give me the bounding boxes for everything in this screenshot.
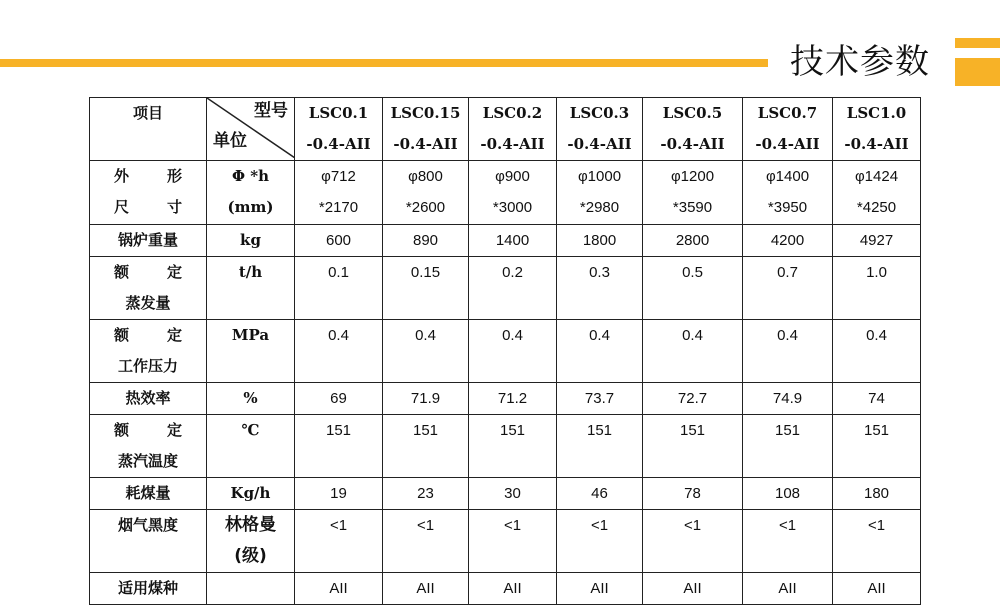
value-line: 74.9 <box>772 390 803 407</box>
value-cell <box>469 478 557 510</box>
row-unit-line: kg <box>240 231 261 249</box>
row-label-line: 蒸汽温度 <box>117 452 178 470</box>
value-line: <1 <box>503 517 522 534</box>
row-unit-cell <box>207 573 295 605</box>
model-header-line: LSC0.2 <box>482 104 543 122</box>
value-line: AII <box>867 580 886 597</box>
row-unit-line: (mm) <box>227 198 274 216</box>
value-cell <box>383 478 469 510</box>
row-label-line <box>90 415 206 446</box>
value-line: 1.0 <box>866 264 887 281</box>
value-cell <box>469 257 557 320</box>
value-line: *3590 <box>672 199 713 216</box>
value-cell <box>643 510 743 573</box>
value-line: AII <box>590 580 609 597</box>
model-header-line: -0.4-AII <box>755 135 820 153</box>
value-line: 72.7 <box>677 390 708 407</box>
row-label-cell <box>90 225 207 257</box>
value-cell <box>557 161 643 225</box>
value-cell <box>743 161 833 225</box>
value-cell <box>469 320 557 383</box>
row-unit-line: MPa <box>231 326 270 344</box>
value-line: 2800 <box>675 232 710 249</box>
value-line: 69 <box>330 390 347 407</box>
row-unit-line: t/h <box>238 263 263 281</box>
value-line: 0.1 <box>328 264 349 281</box>
value-cell <box>295 225 383 257</box>
model-header-line: -0.4-AII <box>567 135 632 153</box>
value-line: *2980 <box>579 199 620 216</box>
value-line: 151 <box>499 422 526 439</box>
model-header-line: LSC0.5 <box>662 104 723 122</box>
table-row <box>90 510 921 573</box>
row-unit-cell <box>207 478 295 510</box>
value-line: *3000 <box>492 199 533 216</box>
value-cell <box>295 510 383 573</box>
value-cell <box>833 415 921 478</box>
value-cell <box>643 225 743 257</box>
value-line: 0.3 <box>589 264 610 281</box>
value-cell <box>743 257 833 320</box>
model-header-line: -0.4-AII <box>306 135 371 153</box>
label-char: 额 <box>114 326 130 344</box>
value-line: 151 <box>325 422 352 439</box>
value-cell <box>469 415 557 478</box>
row-unit-line: Kg/h <box>230 484 271 502</box>
header-stripe-left <box>0 59 768 67</box>
value-cell <box>295 573 383 605</box>
model-header-cell <box>383 98 469 161</box>
value-line: 890 <box>412 232 439 249</box>
model-header-line: LSC0.15 <box>390 104 461 122</box>
value-line: 74 <box>868 390 885 407</box>
value-cell <box>469 383 557 415</box>
label-char: 定 <box>166 326 182 344</box>
value-cell <box>383 415 469 478</box>
value-line: 0.2 <box>502 264 523 281</box>
model-header-cell <box>643 98 743 161</box>
value-line: *2170 <box>318 199 359 216</box>
row-unit-line: Φ *h <box>231 167 270 185</box>
label-char: 定 <box>166 263 182 281</box>
value-line: 46 <box>591 485 608 502</box>
value-line: 151 <box>863 422 890 439</box>
row-label-line: 锅炉重量 <box>117 231 178 249</box>
model-header-line: LSC0.3 <box>569 104 630 122</box>
model-header-line: LSC1.0 <box>846 104 907 122</box>
model-header-line: LSC0.7 <box>757 104 818 122</box>
value-line: <1 <box>867 517 886 534</box>
value-line: 73.7 <box>584 390 615 407</box>
value-line: φ1400 <box>765 168 810 185</box>
label-char: 外 <box>114 167 130 185</box>
value-line: 0.4 <box>328 327 349 344</box>
header-accent-block-bottom <box>955 58 1000 86</box>
row-label-cell <box>90 257 207 320</box>
value-cell <box>469 510 557 573</box>
model-header-cell <box>557 98 643 161</box>
value-line: 4200 <box>770 232 805 249</box>
row-label-cell <box>90 510 207 573</box>
value-cell <box>469 161 557 225</box>
value-cell <box>643 383 743 415</box>
value-cell <box>295 415 383 478</box>
value-cell <box>383 573 469 605</box>
value-line: 0.5 <box>682 264 703 281</box>
value-line: 0.4 <box>415 327 436 344</box>
value-line: 71.9 <box>410 390 441 407</box>
value-line: <1 <box>590 517 609 534</box>
label-char: 定 <box>166 421 182 439</box>
header-accent-block-top <box>955 38 1000 48</box>
value-cell <box>295 257 383 320</box>
row-label-line: 工作压力 <box>117 357 178 375</box>
row-label-line <box>90 320 206 351</box>
value-cell <box>833 161 921 225</box>
value-line: AII <box>683 580 702 597</box>
value-line: 23 <box>417 485 434 502</box>
value-cell <box>833 257 921 320</box>
table-row <box>90 320 921 383</box>
value-line: φ1200 <box>670 168 715 185</box>
value-cell <box>743 225 833 257</box>
row-label-cell <box>90 573 207 605</box>
row-label-line <box>90 161 206 192</box>
value-cell <box>833 225 921 257</box>
value-line: 19 <box>330 485 347 502</box>
value-cell <box>833 573 921 605</box>
value-cell <box>557 257 643 320</box>
value-cell <box>743 573 833 605</box>
value-line: 0.7 <box>777 264 798 281</box>
row-unit-cell <box>207 225 295 257</box>
value-line: 108 <box>774 485 801 502</box>
table-row <box>90 478 921 510</box>
value-cell <box>643 415 743 478</box>
row-unit-line: 林格曼 <box>225 515 276 535</box>
model-header-line: -0.4-AII <box>844 135 909 153</box>
value-cell <box>833 510 921 573</box>
value-cell <box>643 161 743 225</box>
value-cell <box>469 573 557 605</box>
row-label-line <box>90 192 206 223</box>
unit-header-label: 单位 <box>213 131 247 151</box>
value-cell <box>295 320 383 383</box>
value-line: φ900 <box>495 168 530 185</box>
value-cell <box>383 225 469 257</box>
label-char: 寸 <box>166 198 182 216</box>
value-line: φ800 <box>408 168 443 185</box>
table-header-row <box>90 98 921 161</box>
table-row <box>90 161 921 225</box>
model-header-line: -0.4-AII <box>480 135 545 153</box>
value-cell <box>557 383 643 415</box>
value-cell <box>383 383 469 415</box>
value-cell <box>643 573 743 605</box>
row-unit-line: (级) <box>234 546 267 566</box>
value-cell <box>743 478 833 510</box>
table-row <box>90 257 921 320</box>
value-line: AII <box>416 580 435 597</box>
value-cell <box>643 320 743 383</box>
row-unit-cell <box>207 161 295 225</box>
value-line: 151 <box>774 422 801 439</box>
model-header-cell <box>833 98 921 161</box>
value-cell <box>833 478 921 510</box>
item-header-cell: 项目 <box>90 98 207 161</box>
value-line: 0.4 <box>502 327 523 344</box>
row-unit-cell <box>207 320 295 383</box>
row-label-cell <box>90 320 207 383</box>
value-line: 1400 <box>495 232 530 249</box>
value-cell <box>557 415 643 478</box>
model-header-cell <box>295 98 383 161</box>
value-line: <1 <box>329 517 348 534</box>
row-unit-cell <box>207 510 295 573</box>
value-cell <box>743 383 833 415</box>
value-cell <box>383 257 469 320</box>
model-header-line: -0.4-AII <box>393 135 458 153</box>
value-cell <box>383 510 469 573</box>
value-cell <box>833 320 921 383</box>
value-line: AII <box>503 580 522 597</box>
value-line: 0.4 <box>866 327 887 344</box>
value-line: 0.4 <box>682 327 703 344</box>
value-line: 0.4 <box>589 327 610 344</box>
row-label-cell <box>90 478 207 510</box>
row-label-line: 耗煤量 <box>125 484 171 502</box>
value-line: *4250 <box>856 199 897 216</box>
row-label-line <box>90 257 206 288</box>
row-unit-cell <box>207 415 295 478</box>
value-line: *2600 <box>405 199 446 216</box>
model-unit-diagonal-cell <box>207 98 295 161</box>
value-line: 151 <box>412 422 439 439</box>
model-header-line: -0.4-AII <box>660 135 725 153</box>
value-cell <box>295 478 383 510</box>
table-row <box>90 415 921 478</box>
row-unit-cell <box>207 383 295 415</box>
value-line: 151 <box>586 422 613 439</box>
table-row <box>90 225 921 257</box>
technical-parameters-table <box>89 97 921 605</box>
value-cell <box>833 383 921 415</box>
label-char: 额 <box>114 421 130 439</box>
label-char: 尺 <box>114 198 130 216</box>
row-label-line: 蒸发量 <box>125 294 171 312</box>
value-line: AII <box>329 580 348 597</box>
value-cell <box>643 257 743 320</box>
row-unit-cell <box>207 257 295 320</box>
page-title: 技术参数 <box>790 42 930 82</box>
value-cell <box>383 161 469 225</box>
row-label-line: 烟气黑度 <box>117 516 178 534</box>
table-row <box>90 383 921 415</box>
value-line: <1 <box>416 517 435 534</box>
value-line: φ1000 <box>577 168 622 185</box>
value-line: 78 <box>684 485 701 502</box>
value-line: 180 <box>863 485 890 502</box>
row-unit-line: ℃ <box>241 421 260 439</box>
value-line: 4927 <box>859 232 894 249</box>
value-cell <box>557 478 643 510</box>
row-unit-line: % <box>243 389 258 407</box>
model-header-cell <box>469 98 557 161</box>
value-cell <box>557 320 643 383</box>
value-line: 30 <box>504 485 521 502</box>
value-line: *3950 <box>767 199 808 216</box>
value-line: <1 <box>778 517 797 534</box>
value-cell <box>295 161 383 225</box>
value-line: 600 <box>325 232 352 249</box>
model-header-cell <box>743 98 833 161</box>
model-header-line: LSC0.1 <box>308 104 369 122</box>
row-label-cell <box>90 161 207 225</box>
label-char: 额 <box>114 263 130 281</box>
value-line: AII <box>778 580 797 597</box>
value-line: φ1424 <box>854 168 899 185</box>
value-line: <1 <box>683 517 702 534</box>
value-cell <box>743 415 833 478</box>
label-char: 形 <box>166 167 182 185</box>
value-line: 71.2 <box>497 390 528 407</box>
model-header-label: 型号 <box>254 101 288 121</box>
value-line: 0.15 <box>410 264 441 281</box>
row-label-cell <box>90 415 207 478</box>
value-line: 0.4 <box>777 327 798 344</box>
value-line: 151 <box>679 422 706 439</box>
value-cell <box>743 510 833 573</box>
value-cell <box>557 573 643 605</box>
table-row <box>90 573 921 605</box>
row-label-line: 热效率 <box>125 389 171 407</box>
value-cell <box>643 478 743 510</box>
value-cell <box>295 383 383 415</box>
value-line: φ712 <box>321 168 356 185</box>
row-label-cell <box>90 383 207 415</box>
value-cell <box>469 225 557 257</box>
row-label-line: 适用煤种 <box>117 579 178 597</box>
value-line: 1800 <box>582 232 617 249</box>
value-cell <box>557 510 643 573</box>
value-cell <box>743 320 833 383</box>
value-cell <box>383 320 469 383</box>
value-cell <box>557 225 643 257</box>
